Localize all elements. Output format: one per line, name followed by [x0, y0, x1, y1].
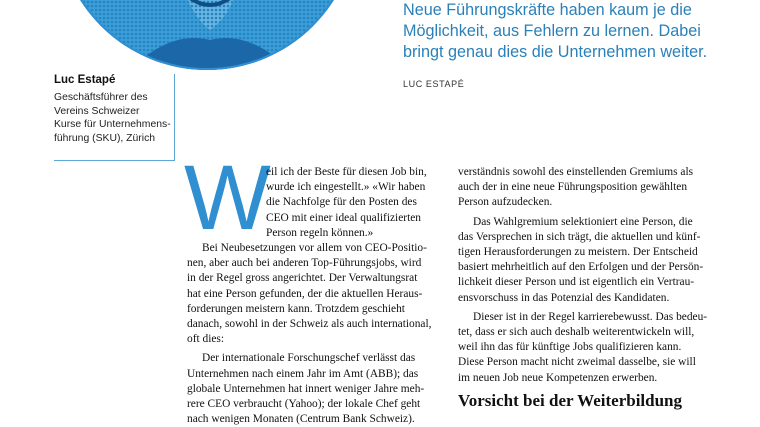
text-line: danach, sowohl in der Schweiz als auch international, [187, 318, 432, 331]
text-line: nen, aber auch bei anderen Top-Führungsjobs, wird [187, 257, 422, 270]
text-line: Der internationale Forschungschef verlässt das [202, 352, 416, 365]
text-line: Person aufzudecken. [458, 196, 553, 209]
text-line: lichkeit dieser Person und ist eigentlich ein Vertrau- [458, 276, 695, 289]
pull-quote-line: Möglichkeit, aus Fehlern zu lernen. Dabei [403, 22, 701, 40]
author-role-line: Vereins Schweizer [54, 105, 140, 117]
text-line: CEO mit einer ideal qualifizierten [266, 211, 421, 224]
text-line: rere CEO verbraucht (Yahoo); der lokale Chef geht [187, 398, 421, 411]
article-column-2 [458, 165, 710, 386]
paragraph [458, 165, 710, 211]
text-line: tigen Herausforderungen zu meistern. Der Entscheid [458, 246, 698, 259]
text-line: tet, dass er sich auch deshalb weiterentwickeln will, [458, 326, 695, 339]
text-line: globale Unternehmen hat innert weniger Jahre meh- [187, 382, 425, 395]
text-line: verständnis sowohl des einstellenden Gremiums als [458, 166, 694, 178]
text-line: forderungen meistern kann. Trotzdem geschieht [187, 302, 405, 315]
paragraph [187, 351, 444, 427]
author-role-line: Geschäftsführer des [54, 92, 148, 103]
text-line: die Nachfolge für den Posten des [266, 196, 417, 209]
author-role-line: führung (SKU), Zürich [54, 132, 156, 144]
text-line: weil ihn das für künftige Jobs qualifizieren kann. [458, 341, 682, 354]
author-profile [54, 74, 175, 161]
author-portrait [70, 0, 345, 70]
pull-quote-author: LUC ESTAPÉ [403, 79, 465, 89]
text-line: Person regeln können.» [266, 226, 374, 239]
paragraph [187, 241, 444, 347]
text-line: auch der in eine neue Führungsposition gewählten [458, 181, 688, 194]
pull-quote-line: bringt genau dies die Unternehmen weiter. [403, 43, 708, 61]
author-name: Luc Estapé [54, 74, 116, 86]
text-line: Dieser ist in der Regel karrierebewusst. Das bedeu- [473, 310, 708, 323]
text-line: im neuen Job neue Kompetenzen erwerben. [458, 371, 658, 384]
text-line: oft dies: [187, 333, 225, 346]
text-line: eil ich der Beste für diesen Job bin, [266, 166, 427, 178]
text-line: ensvorschuss in das Potenzial des Kandidaten. [458, 291, 670, 304]
paragraph [458, 215, 710, 306]
text-line: in der Regel gross angerichtet. Der Verwaltungsrat [187, 272, 418, 285]
text-line: hat eine Person gefunden, der die aktuellen Heraus- [187, 287, 423, 300]
author-role-line: Kurse für Unternehmens- [54, 119, 171, 130]
pull-quote-line: Neue Führungskräfte haben kaum je die [403, 1, 692, 19]
text-line: Bei Neubesetzungen vor allem von CEO-Positio- [202, 242, 427, 255]
drop-cap: W [184, 147, 271, 249]
article-column-1 [187, 165, 444, 427]
text-line: wurde ich eingestellt.» «Wir haben [266, 181, 426, 194]
text-line: nach wenigen Monaten (Centrum Bank Schweiz). [187, 413, 415, 426]
text-line: das Versprechen in sich trägt, die aktuellen und künf- [458, 230, 701, 243]
text-line: basiert mehrheitlich auf den Erfolgen und der Persön- [458, 261, 704, 274]
section-heading: Vorsicht bei der Weiterbildung [458, 391, 683, 410]
pull-quote [403, 0, 743, 63]
lead-paragraph [187, 165, 444, 241]
text-line: Das Wahlgremium selektioniert eine Person, die [473, 215, 693, 228]
text-line: Diese Person macht nicht zweimal dasselbe, sie will [458, 356, 696, 369]
paragraph [458, 310, 710, 386]
author-role [54, 91, 174, 145]
text-line: Unternehmen nach einem Jahr im Amt (ABB); das [187, 367, 419, 380]
